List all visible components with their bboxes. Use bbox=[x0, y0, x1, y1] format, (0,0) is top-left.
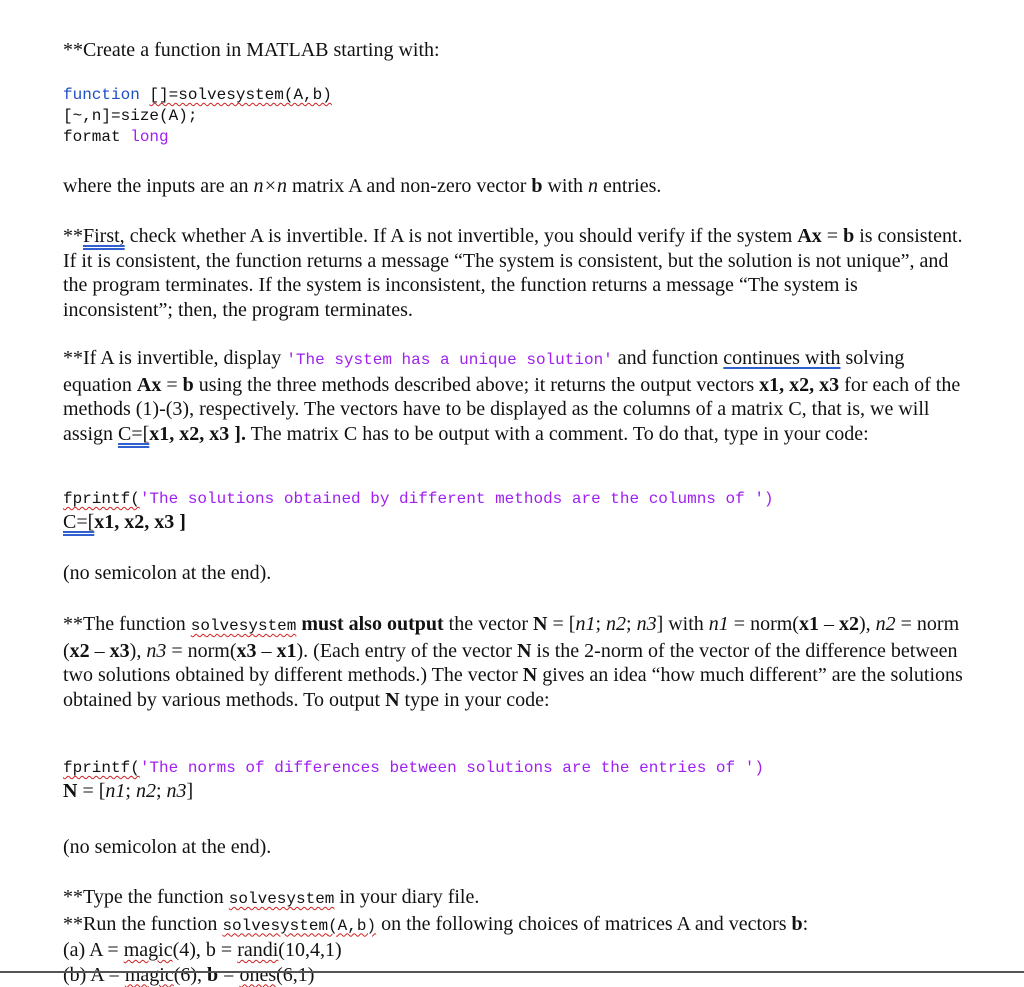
intro-text: **Create a function in MATLAB starting with: bbox=[63, 39, 440, 61]
code-line-3: format long bbox=[63, 127, 964, 148]
code-assign-c: C=[x1, x2, x3 ] bbox=[63, 510, 964, 535]
first-check-paragraph: **First, check whether A is invertible. If A is not invertible, you should verify if the system Ax = b is consistent. If it is consistent, the function returns a message “The system is consistent, but the solution is not unique”, and the program terminates. If the system is inconsistent, the function returns a message “The system is inconsistent”; then, the program terminates. bbox=[63, 224, 964, 322]
code-line-1: function []=solvesystem(A,b) bbox=[63, 85, 964, 106]
code-block-norms bbox=[63, 758, 964, 804]
choice-b: (b) A = magic(6), b = ones(6,1) bbox=[63, 963, 964, 987]
code-fprintf-solutions: fprintf('The solutions obtained by different methods are the columns of ') bbox=[63, 489, 964, 510]
page-bottom-border bbox=[0, 971, 1024, 973]
code-block-solutions bbox=[63, 489, 964, 535]
code-line-2: [~,n]=size(A); bbox=[63, 106, 964, 127]
norm-paragraph: **The function solvesystem must also output the vector N = [n1; n2; n3] with n1 = norm(x1 – x2), n2 = norm (x2 – x3), n3 = norm(x3 – x1). (Each entry of the vector N is the 2-norm of the vector of the difference between two solutions obtained by different methods.) The vector N gives an idea “how much different” are the solutions obtained by various methods. To output N type in your code: bbox=[63, 612, 964, 712]
code-block-header bbox=[63, 85, 964, 148]
run-function-line: **Run the function solvesystem(A,b) on the following choices of matrices A and vectors b: bbox=[63, 912, 964, 939]
code-fprintf-norms: fprintf('The norms of differences between solutions are the entries of ') bbox=[63, 758, 964, 779]
invertible-paragraph: **If A is invertible, display 'The system has a unique solution' and function continues with solving equation Ax = b using the three methods described above; it returns the output vectors x1, x2, x3 for each of the methods (1)-(3), respectively. The vectors have to be displayed as the columns of a matrix C, that is, we will assign C=[x1, x2, x3 ]. The matrix C has to be output with a comment. To do that, type in your code: bbox=[63, 346, 964, 446]
code-assign-n: N = [n1; n2; n3] bbox=[63, 779, 964, 804]
intro-line bbox=[63, 38, 964, 63]
choice-a: (a) A = magic(4), b = randi(10,4,1) bbox=[63, 938, 964, 963]
no-semicolon-note-2: (no semicolon at the end). bbox=[63, 835, 964, 860]
no-semicolon-note-1: (no semicolon at the end). bbox=[63, 561, 964, 586]
inputs-paragraph: where the inputs are an n×n matrix A and non-zero vector b with n entries. bbox=[63, 174, 964, 199]
type-function-line: **Type the function solvesystem in your diary file. bbox=[63, 885, 964, 912]
